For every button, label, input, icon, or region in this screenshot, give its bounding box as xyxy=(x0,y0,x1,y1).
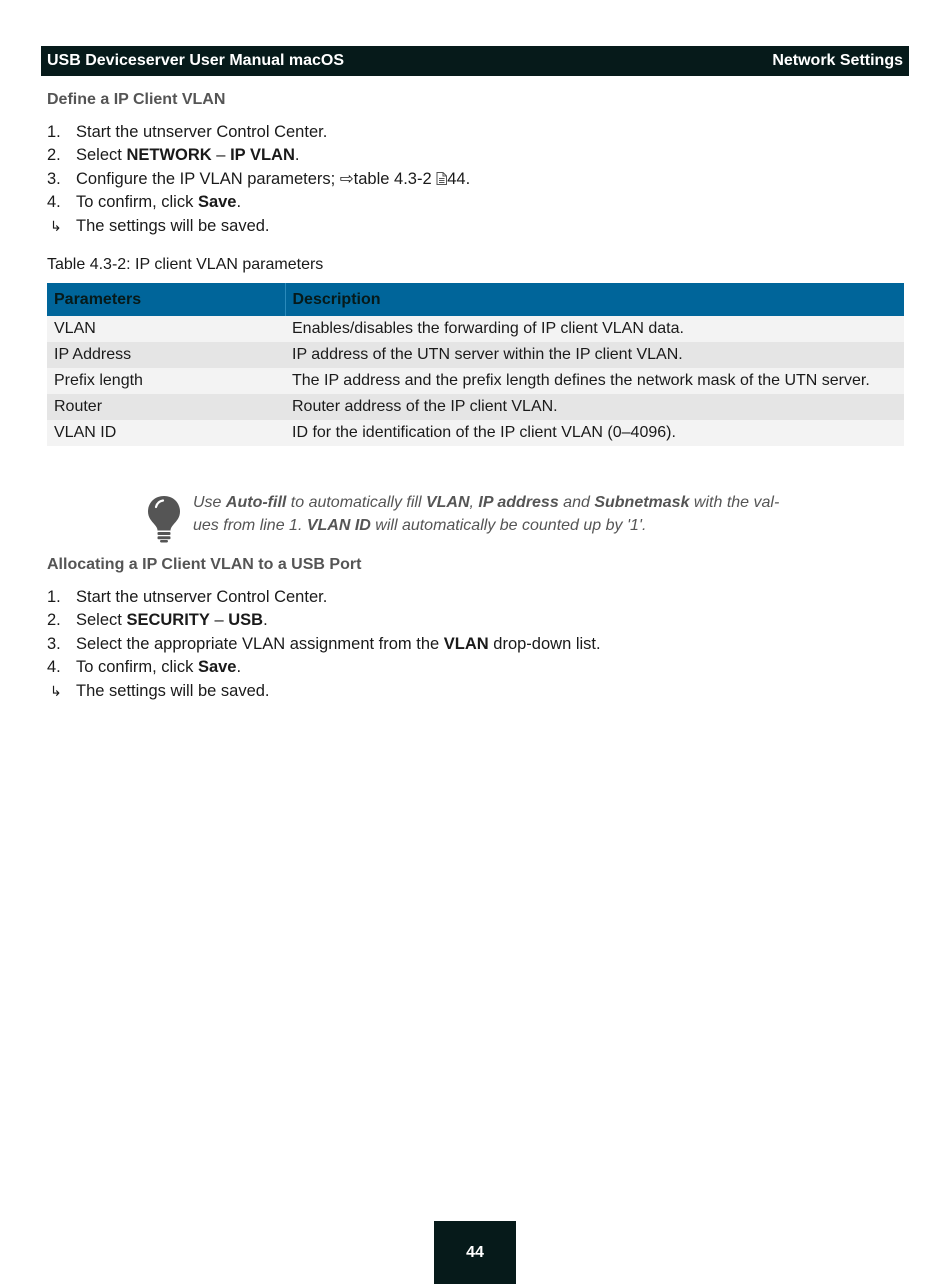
steps-list-allocate-vlan xyxy=(47,586,601,703)
step-item: 1. Start the utnserver Control Center. xyxy=(47,588,328,606)
parameter-cell: Router xyxy=(47,394,285,420)
step-item: 3. Select the appropriate VLAN assignment from the VLAN drop-down list. xyxy=(47,634,601,653)
table-row xyxy=(47,394,904,420)
page-icon xyxy=(436,169,447,192)
section-heading-allocate-vlan: Allocating a IP Client VLAN to a USB Port xyxy=(47,556,362,573)
description-cell: Router address of the IP client VLAN. xyxy=(285,394,904,420)
step-item: 2. Select NETWORK – IP VLAN. xyxy=(47,146,300,165)
parameter-cell: VLAN xyxy=(47,316,285,342)
parameters-table xyxy=(47,283,904,446)
step-item: 4. To confirm, click Save. xyxy=(47,193,242,212)
column-header-description: Description xyxy=(285,283,904,316)
chapter-title: Network Settings xyxy=(772,52,903,69)
description-cell: IP address of the UTN server within the IP client VLAN. xyxy=(285,342,904,368)
page-header xyxy=(41,46,909,76)
lightbulb-icon xyxy=(147,495,181,548)
table-row xyxy=(47,420,904,446)
page-number: 44 xyxy=(434,1221,516,1284)
result-item: ↳ The settings will be saved. xyxy=(47,215,470,238)
tip-text: Use Auto-fill to automatically fill VLAN, IP address and Subnetmask with the val- ues from line 1. VLAN ID will automatically be counted up by '1'. xyxy=(193,494,780,534)
result-arrow-icon: ↳ xyxy=(50,217,62,234)
table-row xyxy=(47,316,904,342)
table-reference-link[interactable]: table 4.3-2 xyxy=(353,169,437,188)
description-cell: Enables/disables the forwarding of IP client VLAN data. xyxy=(285,316,904,342)
step-item: 3. Configure the IP VLAN parameters; ⇨table 4.3-2 44. xyxy=(47,168,470,191)
document-title: USB Deviceserver User Manual macOS xyxy=(47,52,345,69)
step-item: 1. Start the utnserver Control Center. xyxy=(47,123,328,141)
section-heading-define-vlan: Define a IP Client VLAN xyxy=(47,91,226,108)
parameter-cell: VLAN ID xyxy=(47,420,285,446)
table-row xyxy=(47,368,904,394)
page-reference[interactable]: 44. xyxy=(447,169,471,188)
table-caption: Table 4.3-2: IP client VLAN parameters xyxy=(47,256,324,273)
cross-reference-arrow-icon: ⇨ xyxy=(339,169,354,188)
result-arrow-icon: ↳ xyxy=(50,682,62,699)
column-header-parameters: Parameters xyxy=(47,283,285,316)
result-item: ↳ The settings will be saved. xyxy=(47,680,601,703)
parameter-cell: Prefix length xyxy=(47,368,285,394)
description-cell: ID for the identification of the IP client VLAN (0–4096). xyxy=(285,420,904,446)
table-header-row xyxy=(47,283,904,316)
step-item: 4. To confirm, click Save. xyxy=(47,658,242,677)
description-cell: The IP address and the prefix length defines the network mask of the UTN server. xyxy=(285,368,904,394)
step-item: 2. Select SECURITY – USB. xyxy=(47,611,268,630)
steps-list-define-vlan xyxy=(47,121,470,238)
table-row xyxy=(47,342,904,368)
parameter-cell: IP Address xyxy=(47,342,285,368)
